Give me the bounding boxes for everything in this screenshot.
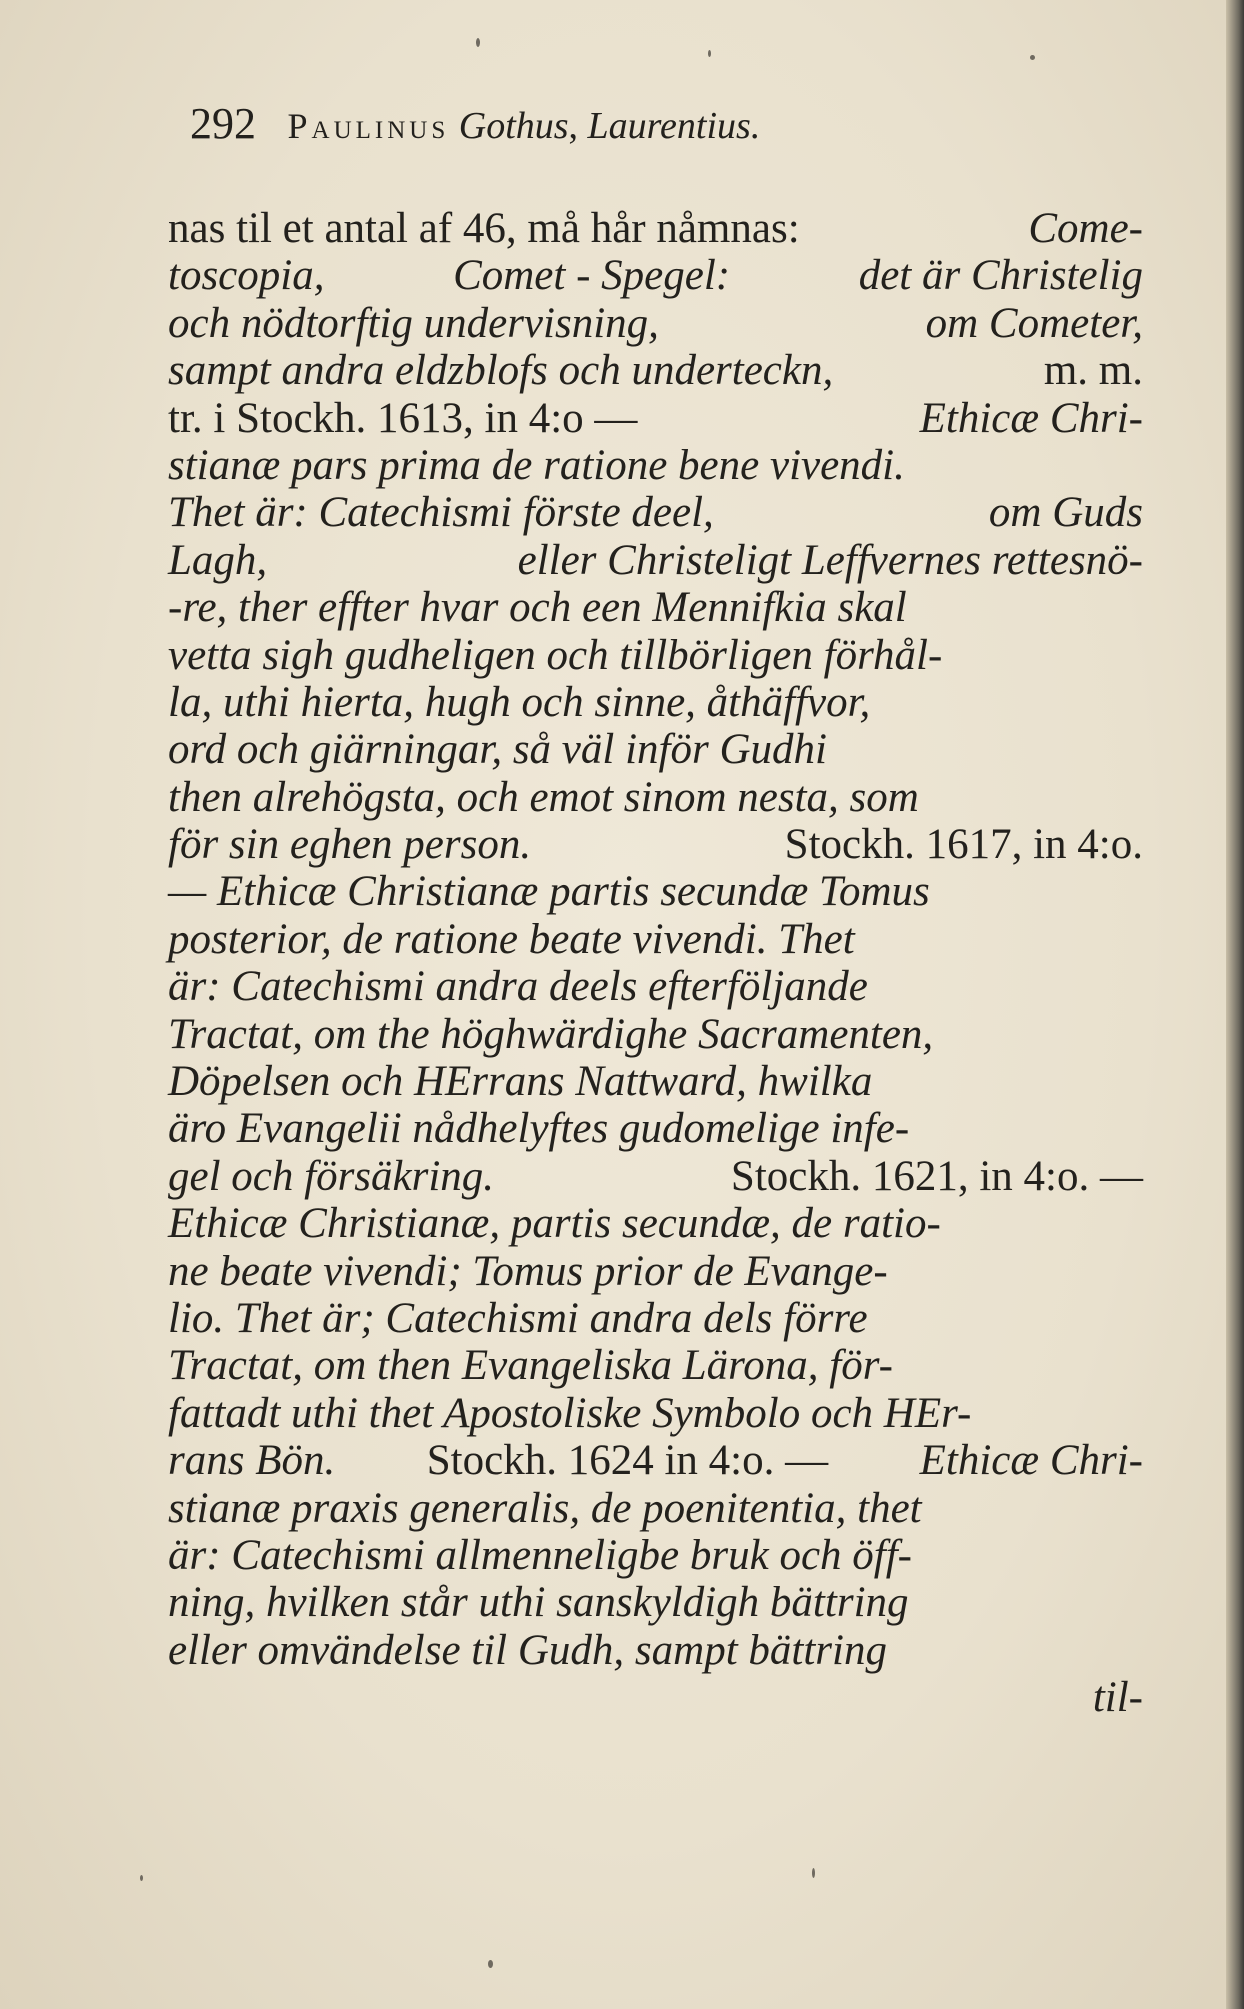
text-segment: fattadt uthi thet Apostoliske Symbolo och HEr-	[168, 1389, 972, 1437]
text-segment: Stockh. 1624 in 4:o. —	[426, 1437, 829, 1485]
text-segment: Stockh. 1617, in 4:o.	[784, 821, 1143, 869]
author-byname: Gothus	[458, 105, 569, 147]
paper-speck	[140, 1875, 143, 1881]
paper-speck	[488, 1960, 493, 1968]
author-forename: Laurentius.	[587, 105, 761, 147]
text-line	[168, 1153, 1143, 1200]
text-line	[168, 632, 1143, 679]
text-segment: ne beate vivendi; Tomus prior de Evange-	[168, 1247, 888, 1295]
text-line	[168, 395, 1143, 442]
text-line	[168, 963, 1143, 1010]
text-segment: Ethicæ Chri-	[919, 1437, 1143, 1485]
text-line	[168, 1200, 1143, 1247]
text-segment: och nödtorftig undervisning,	[168, 299, 659, 347]
text-segment: eller Christeligt Leffvernes rettesnö-	[517, 536, 1143, 584]
paper-speck	[812, 1868, 815, 1878]
text-segment: tr. i Stockh. 1613, in 4:o —	[168, 394, 638, 442]
paper-speck	[476, 38, 480, 47]
page-number: 292	[190, 99, 256, 148]
text-segment: Ethicæ Christianæ, partis secundæ, de ratio-	[168, 1200, 941, 1248]
text-segment: är: Catechismi andra deels efterföljande	[168, 963, 868, 1011]
catchword: til-	[1092, 1674, 1143, 1722]
text-segment: rans Bön.	[168, 1437, 336, 1485]
text-line	[168, 1342, 1143, 1389]
page-edge-shadow	[1226, 0, 1244, 2009]
text-segment: om Guds	[988, 489, 1143, 537]
text-segment: stianæ pars prima de ratione bene vivendi.	[168, 441, 905, 489]
text-line	[168, 537, 1143, 584]
text-segment: nas til et antal af 46, må hår nåmnas:	[168, 205, 800, 252]
author-surname: Paulinus	[287, 106, 450, 146]
text-line	[168, 868, 1143, 915]
text-line	[168, 1295, 1143, 1342]
catchword-line	[168, 1674, 1143, 1721]
text-segment: sampt andra eldzblofs och underteckn,	[168, 347, 834, 395]
paper-speck	[708, 50, 711, 57]
paper-speck	[1030, 55, 1035, 60]
text-segment: Döpelsen och HErrans Nattward, hwilka	[168, 1058, 873, 1106]
text-segment: ning, hvilken står uthi sanskyldigh bättring	[168, 1579, 909, 1627]
text-line	[168, 1627, 1143, 1674]
text-line	[168, 774, 1143, 821]
text-line	[168, 821, 1143, 868]
text-line	[168, 916, 1143, 963]
text-segment: Thet är: Catechismi förste deel,	[168, 489, 714, 537]
text-line	[168, 1579, 1143, 1626]
text-segment: Ethicæ Chri-	[919, 394, 1143, 442]
text-line	[168, 584, 1143, 631]
text-line	[168, 205, 1143, 252]
text-segment: gel och försäkring.	[168, 1152, 495, 1200]
text-segment: Comet - Spegel:	[453, 252, 731, 300]
text-line	[168, 489, 1143, 536]
text-segment: eller omvändelse til Gudh, sampt bättring	[168, 1626, 887, 1674]
text-segment: lio. Thet är; Catechismi andra dels förre	[168, 1294, 868, 1342]
text-line	[168, 726, 1143, 773]
text-segment: äro Evangelii nådhelyftes gudomelige infe-	[168, 1105, 910, 1153]
text-segment: then alrehögsta, och emot sinom nesta, som	[168, 773, 919, 821]
text-line	[168, 1011, 1143, 1058]
text-line	[168, 442, 1143, 489]
text-line	[168, 1485, 1143, 1532]
text-segment: Lagh,	[168, 536, 268, 584]
header-comma: ,	[568, 105, 588, 147]
text-segment: la, uthi hierta, hugh och sinne, åthäffvor,	[168, 678, 871, 726]
text-segment: Tractat, om then Evangeliska Lärona, för-	[168, 1342, 893, 1390]
text-segment: det är Christelig	[858, 252, 1143, 300]
text-line	[168, 1437, 1143, 1484]
text-segment: toscopia,	[168, 252, 325, 300]
text-segment: är: Catechismi allmenneligbe bruk och öff-	[168, 1531, 912, 1579]
text-segment: posterior, de ratione beate vivendi. Thet	[168, 915, 855, 963]
text-segment: Stockh. 1621, in 4:o. —	[730, 1152, 1143, 1200]
text-line	[168, 679, 1143, 726]
text-line	[168, 1058, 1143, 1105]
text-line	[168, 300, 1143, 347]
text-line	[168, 1105, 1143, 1152]
text-segment: m. m.	[1043, 347, 1143, 395]
running-header	[190, 98, 1090, 158]
body-text	[168, 205, 1143, 1722]
text-line	[168, 1248, 1143, 1295]
text-line	[168, 1390, 1143, 1437]
text-segment: Tractat, om the höghwärdighe Sacramenten,	[168, 1010, 934, 1058]
text-segment: stianæ praxis generalis, de poenitentia, thet	[168, 1484, 922, 1532]
text-segment: — Ethicæ Christianæ partis secundæ Tomus	[168, 868, 930, 916]
text-segment: om Cometer,	[925, 299, 1143, 347]
text-segment: ord och giärningar, så väl inför Gudhi	[168, 726, 827, 774]
text-line	[168, 252, 1143, 299]
text-segment: vetta sigh gudheligen och tillbörligen förhål-	[168, 631, 943, 679]
text-segment: Come-	[1028, 205, 1143, 252]
text-segment: för sin eghen person.	[168, 821, 532, 869]
text-segment: -re, ther effter hvar och een Mennifkia skal	[168, 584, 907, 632]
text-line	[168, 347, 1143, 394]
text-line	[168, 1532, 1143, 1579]
